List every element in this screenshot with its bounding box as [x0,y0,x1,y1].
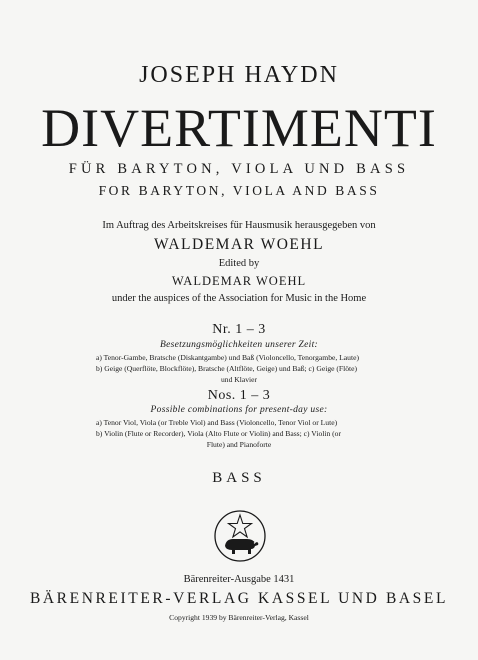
barenreiter-bear-star-logo-icon [213,509,267,563]
work-title: DIVERTIMENTI [41,98,437,158]
auspices-english: under the auspices of the Association for Music in the Home [111,293,367,304]
commission-german: Im Auftrag des Arbeitskreises für Hausmusik herausgegeben von [102,220,376,231]
subtitle-german: FÜR BARYTON, VIOLA UND BASS [68,161,410,177]
option-german-a: a) Tenor-Gambe, Bratsche (Diskantgambe) und Baß (Violoncello, Tenorgambe, Laute) [96,353,359,362]
numbers-german: Nr. 1 – 3 [212,322,266,337]
editor-name-english: WALDEMAR WOEHL [171,274,307,288]
option-german-b: b) Geige (Querflöte, Blockflöte), Bratsche (Altflöte, Geige) und Baß; c) Geige (Flöte) [96,364,358,373]
option-english-a: a) Tenor Viol, Viola (or Treble Viol) and Bass (Violoncello, Tenor Viol or Lute) [96,418,338,427]
editor-name-german: WALDEMAR WOEHL [153,236,325,253]
options-heading-english: Possible combinations for present-day use: [150,405,328,415]
options-heading-german: Besetzungsmöglichkeiten unserer Zeit: [160,340,318,350]
option-english-continuation: Flute) and Pianoforte [206,440,272,449]
option-german-continuation: und Klavier [220,375,258,384]
publisher-name: BÄRENREITER-VERLAG KASSEL UND BASEL [29,590,449,607]
edited-by-label: Edited by [218,258,260,269]
composer-name: JOSEPH HAYDN [139,62,339,88]
subtitle-english: FOR BARYTON, VIOLA AND BASS [98,183,380,198]
part-name: BASS [212,470,266,486]
copyright-notice: Copyright 1939 by Bärenreiter-Verlag, Kassel [169,613,309,622]
edition-number: Bärenreiter-Ausgabe 1431 [183,574,295,585]
option-english-b: b) Violin (Flute or Recorder), Viola (Alto Flute or Violin) and Bass; c) Violin (or [96,429,342,438]
numbers-english: Nos. 1 – 3 [207,388,271,403]
